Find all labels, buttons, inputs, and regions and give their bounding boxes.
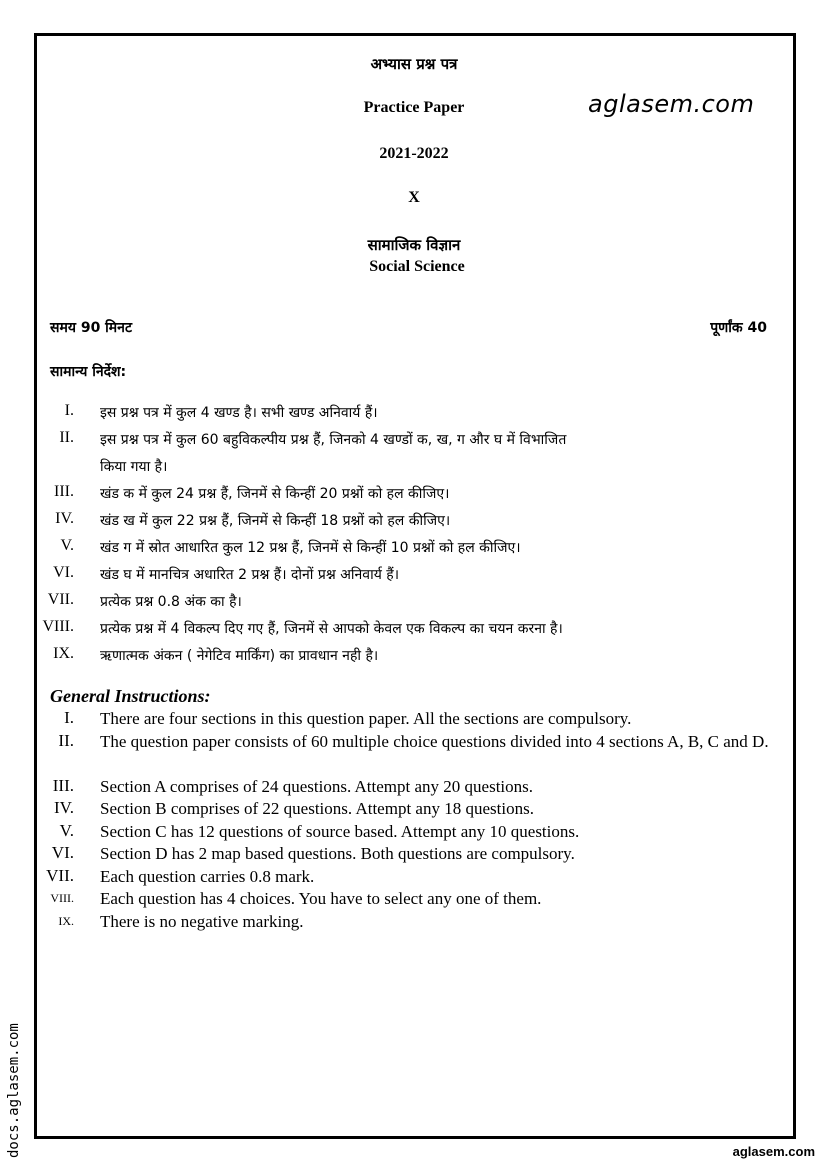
subject-hindi: सामाजिक विज्ञान (367, 236, 461, 254)
hindi-instructions-heading: सामान्य निर्देश: (50, 364, 127, 380)
session-year: 2021-2022 (379, 145, 449, 162)
item-number: II. (58, 730, 74, 750)
item-number: VI. (53, 564, 74, 581)
item-number: V. (59, 820, 74, 840)
item-number: I. (64, 402, 74, 419)
max-marks: पूर्णांक 40 (710, 320, 767, 336)
item-text: खंड क में कुल 24 प्रश्न हैं, जिनमें से किन्हीं 20 प्रश्नों को हल कीजिए। (100, 486, 450, 502)
item-text: Section B comprises of 22 questions. Attempt any 18 questions. (100, 799, 534, 818)
hindi-title: अभ्यास प्रश्न पत्र (370, 55, 458, 73)
subject-title: Social Science (369, 258, 465, 275)
item-text: खंड ग में स्रोत आधारित कुल 12 प्रश्न हैं, जिनमें से किन्हीं 10 प्रश्नों को हल कीजिए। (100, 540, 521, 556)
item-text: ऋणात्मक अंकन ( नेगेटिव मार्किंग) का प्रावधान नही है। (100, 648, 379, 664)
item-number: IV. (54, 798, 74, 817)
watermark-footer: aglasem.com (732, 1144, 815, 1159)
item-text: The question paper consists of 60 multiple choice questions divided into 4 sections A, B, C and D. (100, 731, 769, 751)
item-number: VI. (51, 843, 74, 862)
item-number: II. (59, 429, 74, 446)
item-number: IX. (58, 913, 74, 928)
watermark-side: docs.aglasem.com (6, 1023, 22, 1158)
item-number: IV. (55, 510, 74, 527)
paper-title: Practice Paper (363, 99, 465, 116)
item-text: प्रत्येक प्रश्न 0.8 अंक का है। (100, 594, 242, 610)
item-text: Section D has 2 map based questions. Both questions are compulsory. (100, 844, 575, 863)
item-number: V. (60, 537, 74, 554)
watermark-top: aglasem.com (588, 90, 755, 118)
item-text: There is no negative marking. (100, 911, 304, 931)
item-number: VIII. (42, 618, 74, 635)
item-text: इस प्रश्न पत्र में कुल 4 खण्ड है। सभी खण्ड अनिवार्य हैं। (100, 405, 378, 421)
item-number: VIII. (50, 891, 74, 905)
time-allowed: समय 90 मिनट (50, 320, 133, 336)
item-number: III. (52, 775, 74, 795)
item-text: खंड ख में कुल 22 प्रश्न हैं, जिनमें से किन्हीं 18 प्रश्नों को हल कीजिए। (100, 513, 451, 529)
item-number: VII. (46, 865, 74, 885)
item-text-continued: किया गया है। (100, 459, 168, 475)
item-text: इस प्रश्न पत्र में कुल 60 बहुविकल्पीय प्रश्न हैं, जिनको 4 खण्डों क, ख, ग और घ में विभाजित (100, 432, 567, 448)
class-label: X (408, 189, 420, 206)
item-text: Each question carries 0.8 mark. (100, 866, 315, 886)
general-instructions-heading: General Instructions: (50, 686, 211, 706)
item-text: प्रत्येक प्रश्न में 4 विकल्प दिए गए हैं, जिनमें से आपको केवल एक विकल्प का चयन करना है। (100, 621, 563, 637)
item-number: I. (64, 708, 74, 727)
item-text: खंड घ में मानचित्र अधारित 2 प्रश्न हैं। दोनों प्रश्न अनिवार्य हैं। (100, 567, 400, 583)
item-text: Section A comprises of 24 questions. Attempt any 20 questions. (100, 776, 534, 796)
item-text: Each question has 4 choices. You have to select any one of them. (100, 889, 542, 908)
item-number: III. (54, 483, 74, 500)
item-text: There are four sections in this question paper. All the sections are compulsory. (100, 709, 632, 728)
item-number: VII. (47, 591, 74, 608)
item-text: Section C has 12 questions of source based. Attempt any 10 questions. (100, 821, 580, 841)
item-number: IX. (53, 645, 74, 662)
